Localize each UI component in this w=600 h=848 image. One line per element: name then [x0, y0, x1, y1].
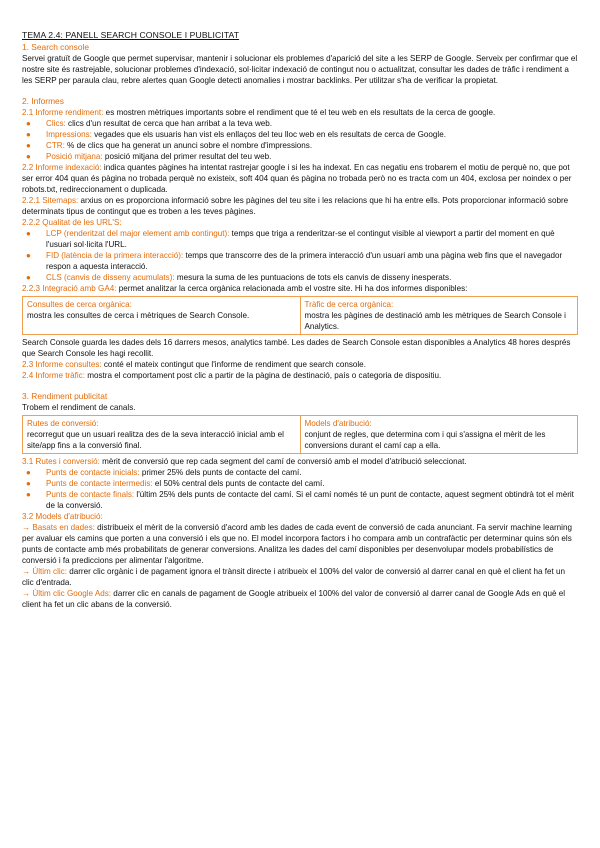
bullet-icon: ●: [26, 141, 31, 150]
list-item: [26, 478, 578, 489]
label: 3.1 Rutes i conversió:: [22, 457, 100, 466]
text: primer 25% dels punts de contacte del camí.: [139, 468, 302, 477]
text: l'últim 25% dels punts de contacte del camí. Si el camí només té un punt de contacte, aquest segment obtindrà tot el mèrit de la conversió.: [46, 490, 574, 510]
table-cell: [23, 297, 300, 334]
term: CTR:: [46, 141, 65, 150]
bullet-icon: ●: [26, 479, 31, 488]
ga4-reports-table: [22, 296, 578, 335]
informe-transit: [22, 370, 578, 381]
text: mostra el comportament post clic a partir de la pàgina de destinació, país o categoria de dispositiu.: [84, 371, 442, 380]
text: indica quantes pàgines ha intentat rastrejar google i si les ha indexat. En cas negatiu ens trobarem el motiu de perquè no, que pot ser error 404 quan és pàgina no trobada perquè no existeix, soft 404 quan és pàgina no trobada però no es tracta com un 404, exclosa per noindex o per robots.txt, redireccionament o duplicada.: [22, 163, 572, 194]
label: → Últim clic Google Ads:: [22, 589, 112, 598]
label: 2.4 Informe tràfic:: [22, 371, 85, 380]
text: temps que transcorre des de la primera interacció d'un usuari amb una pàgina web fins que el navegador respon a aquesta interacció.: [46, 251, 563, 271]
bullet-icon: ●: [26, 152, 31, 161]
informe-rendiment: [22, 107, 578, 118]
bullet-icon: ●: [26, 251, 31, 260]
list-item: [26, 250, 578, 272]
term: LCP (renderitzat del major element amb contingut):: [46, 229, 230, 238]
label: → Últim clic:: [22, 567, 67, 576]
informe-consultes: [22, 359, 578, 370]
cell-heading: Models d'atribució:: [304, 419, 372, 428]
bullet-icon: ●: [26, 273, 31, 282]
list-item: [26, 489, 578, 511]
text: distribueix el mèrit de la conversió d'acord amb les dades de cada event de conversió de cada anunciant. Fa servir machine learning per avaluar els camins que porten a una conversió i els que no. El model incorpora factors i ho compara amb un contrafàctic per determinar quins són els punts de contacte amb més probabilitats de generar conversions. Analitza les dades del camí disponibles per desenvolupar models probabilístics de conversió i fa prediccions per alimentar l'algoritme.: [22, 523, 572, 565]
table-cell: [300, 416, 578, 453]
list-item: [26, 140, 578, 151]
term: FID (latència de la primera interacció):: [46, 251, 184, 260]
bullet-icon: ●: [26, 490, 31, 499]
label: → Basats en dades:: [22, 523, 95, 532]
label: 2.1 Informe rendiment:: [22, 108, 104, 117]
text: es mostren mètriques importants sobre el rendiment que té el teu web en els resultats de la cerca de google.: [103, 108, 496, 117]
text: mesura la suma de les puntuacions de tots els canvis de disseny inesperats.: [174, 273, 452, 282]
cell-text: conjunt de regles, que determina com i qui s'assigna el mèrit de les conversions durant el camí cap a ella.: [304, 430, 546, 450]
label: 2.2.3 Integració amb GA4:: [22, 284, 117, 293]
model-ultim-clic: [22, 566, 578, 588]
bullet-icon: ●: [26, 468, 31, 477]
term: CLS (canvis de disseny acumulats):: [46, 273, 175, 282]
bullet-icon: ●: [26, 130, 31, 139]
term: Punts de contacte inicials:: [46, 468, 140, 477]
channels-table: [22, 415, 578, 454]
text: permet analitzar la cerca orgànica relacionada amb el vostre site. Hi ha dos informes disponibles:: [116, 284, 468, 293]
text: clics d'un resultat de cerca que han arribat a la teva web.: [65, 119, 273, 128]
table-cell: [300, 297, 578, 334]
list-item: [26, 467, 578, 478]
list-item: [26, 118, 578, 129]
data-retention-note: Search Console guarda les dades dels 16 darrers mesos, analytics també. Les dades de Search Console estan disponibles a Analytics 48 hores després que Search Console les hagi recollit.: [22, 338, 571, 358]
section-1-paragraph: Servei gratuït de Google que permet supervisar, mantenir i solucionar els problemes d'aparició del site a les SERP de Google. Serveix per confirmar que el nostre site és rastrejable, solucionar problemes d'indexació, sol·licitar indexació de contingut nou o actualitzat, consultar les dades de tràfic i rendiment a les SERP per paraula clau, rebre alertes quan Google detecti anomalies i mostrar backlinks. Per utilitzar s'ha de verificar la propietat.: [22, 54, 578, 85]
models-atribucio-heading: 3.2 Models d'atribució:: [22, 512, 103, 521]
term: Impressions:: [46, 130, 92, 139]
term: Posició mitjana:: [46, 152, 103, 161]
list-item: [26, 228, 578, 250]
table-cell: [23, 416, 300, 453]
model-basats-dades: [22, 522, 578, 566]
term: Punts de contacte intermedis:: [46, 479, 153, 488]
bullet-icon: ●: [26, 119, 31, 128]
bullet-icon: ●: [26, 229, 31, 238]
cell-heading: Rutes de conversió:: [27, 419, 99, 428]
cell-text: mostra les pàgines de destinació amb les mètriques de Search Console i Analytics.: [304, 311, 566, 331]
list-item: [26, 151, 578, 162]
integracio-ga4: [22, 283, 578, 294]
term: Punts de contacte finals:: [46, 490, 135, 499]
sitemaps: [22, 195, 578, 217]
text: temps que triga a renderitzar-se el contingut visible al viewport a partir del moment en què l'usuari sol·licita l'URL.: [46, 229, 555, 249]
qualitat-urls-heading: 2.2.2 Qualitat de les URL'S:: [22, 218, 122, 227]
text: darrer clic en canals de pagament de Google atribueix el 100% del valor de conversió al darrer canal de Google Ads en què el client ha fet un clic abans de la conversió.: [22, 589, 566, 609]
cell-heading: Consultes de cerca orgànica:: [27, 300, 132, 309]
text: mèrit de conversió que rep cada segment del camí de conversió amb el model d'atribució seleccionat.: [99, 457, 467, 466]
text: darrer clic orgànic i de pagament ignora el trànsit directe i atribueix el 100% del valor de conversió al darrer canal en què el client ha fet un clic d'entrada.: [22, 567, 566, 587]
text: % de clics que ha generat un anunci sobre el nombre d'impressions.: [64, 141, 313, 150]
model-ultim-clic-google-ads: [22, 588, 578, 610]
text: conté el mateix contingut que l'informe de rendiment que search console.: [101, 360, 366, 369]
section-3-intro: Trobem el rendiment de canals.: [22, 403, 136, 412]
section-3-heading: 3. Rendiment publicitat: [22, 391, 108, 401]
section-1-heading: 1. Search console: [22, 42, 90, 52]
section-2-heading: 2. Informes: [22, 96, 64, 106]
cell-text: recorregut que un usuari realitza des de la seva interacció inicial amb el site/app fins a la conversió final.: [27, 430, 284, 450]
rutes-conversio: [22, 456, 578, 467]
label: 2.3 Informe consultes:: [22, 360, 102, 369]
cell-heading: Tràfic de cerca orgànica:: [304, 300, 394, 309]
informe-indexacio: [22, 162, 578, 195]
text: posició mitjana del primer resultat del teu web.: [102, 152, 272, 161]
label: 2.2 Informe indexació:: [22, 163, 102, 172]
list-item: [26, 272, 578, 283]
text: el 50% central dels punts de contacte del camí.: [152, 479, 325, 488]
cell-text: mostra les consultes de cerca i mètriques de Search Console.: [27, 311, 250, 320]
text: vegades que els usuaris han vist els enllaços del teu lloc web en els resultats de cerca de Google.: [91, 130, 446, 139]
list-item: [26, 129, 578, 140]
label: 2.2.1 Sitemaps:: [22, 196, 79, 205]
page-title: TEMA 2.4: PANELL SEARCH CONSOLE I PUBLICITAT: [22, 30, 240, 40]
text: arxius on es proporciona informació sobre les pàgines del teu site i les relacions que hi ha entre ells. Pots proporcionar informació sobre determinats tipus de contingut que es troben a les teves pàgines.: [22, 196, 569, 216]
term: Clics:: [46, 119, 66, 128]
